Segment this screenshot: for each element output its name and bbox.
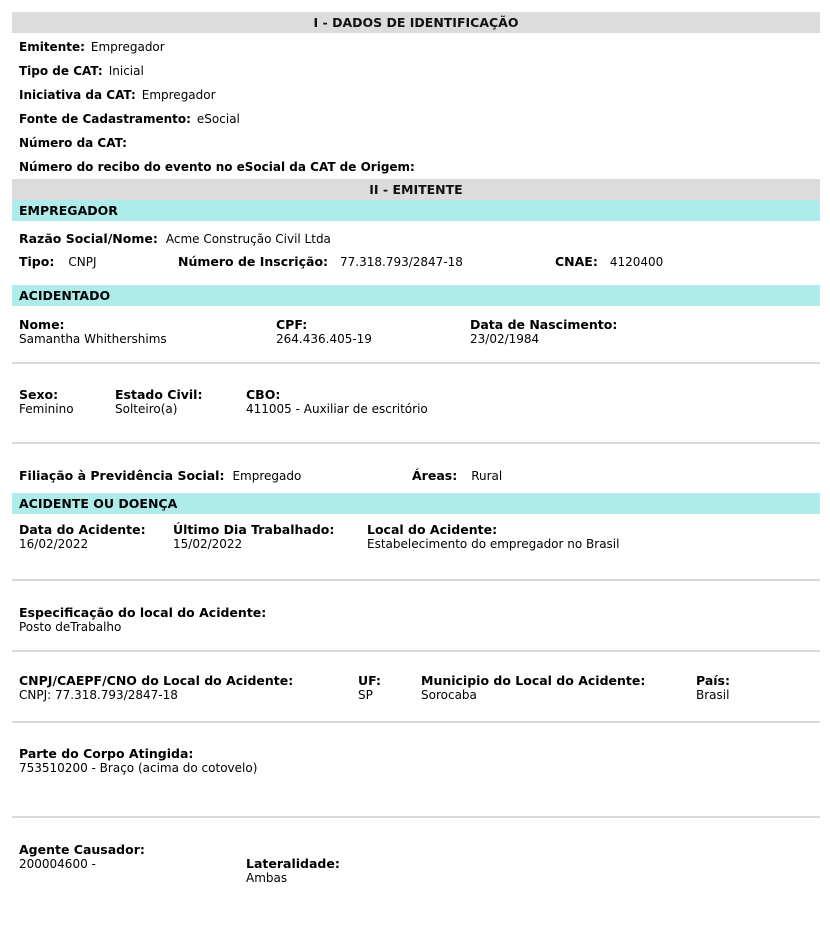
emitente-value: Empregador <box>90 40 165 54</box>
fonte-label: Fonte de Cadastramento: <box>19 112 191 126</box>
agente-field <box>19 843 145 871</box>
inscricao-value: 77.318.793/2847-18 <box>340 255 463 269</box>
sexo-value: Feminino <box>19 402 74 416</box>
razao-social-label: Razão Social/Nome: <box>19 231 158 246</box>
filiacao-label: Filiação à Previdência Social: <box>19 468 225 483</box>
especificacao-field <box>19 606 266 634</box>
empregador-block <box>12 221 820 277</box>
tipo-cat-row <box>12 59 820 83</box>
acidente-row2 <box>12 581 820 652</box>
uf-label: UF: <box>358 673 382 688</box>
lateralidade-field <box>246 857 340 885</box>
acidente-row1 <box>12 514 820 581</box>
tipo-value: CNPJ <box>68 255 97 269</box>
nome-field <box>19 318 167 346</box>
identificacao-block <box>12 33 820 179</box>
fonte-row <box>12 107 820 131</box>
empregador-header: EMPREGADOR <box>12 200 820 221</box>
acidentado-row1 <box>12 306 820 364</box>
acidentado-row2 <box>12 364 820 444</box>
local-acidente-field <box>367 523 619 551</box>
cnae-label: CNAE: <box>555 254 598 269</box>
areas-label: Áreas: <box>412 468 458 483</box>
pais-field <box>696 674 730 702</box>
ultimo-dia-field <box>173 523 334 551</box>
estado-civil-field <box>115 388 202 416</box>
data-acidente-label: Data do Acidente: <box>19 522 146 537</box>
section-emitente-header: II - EMITENTE <box>12 179 820 200</box>
local-acidente-value: Estabelecimento do empregador no Brasil <box>367 537 620 551</box>
tipo-label: Tipo: <box>19 254 55 269</box>
section-identificacao-header: I - DADOS DE IDENTIFICAÇÃO <box>12 12 820 33</box>
nascimento-value: 23/02/1984 <box>470 332 540 346</box>
cbo-value: 411005 - Auxiliar de escritório <box>246 402 428 416</box>
especificacao-label: Especificação do local do Acidente: <box>19 605 267 620</box>
tipo-cat-label: Tipo de CAT: <box>19 64 103 78</box>
cnae-field <box>555 254 663 269</box>
cbo-field <box>246 388 428 416</box>
cnpj-local-label: CNPJ/CAEPF/CNO do Local do Acidente: <box>19 673 294 688</box>
lateralidade-value: Ambas <box>246 871 288 885</box>
ultimo-dia-label: Último Dia Trabalhado: <box>173 522 335 537</box>
uf-value: SP <box>358 688 373 702</box>
municipio-field <box>421 674 645 702</box>
agente-label: Agente Causador: <box>19 842 145 857</box>
nascimento-field <box>470 318 617 346</box>
acidente-row3 <box>12 652 820 723</box>
municipio-value: Sorocaba <box>421 688 477 702</box>
sexo-label: Sexo: <box>19 387 59 402</box>
pais-value: Brasil <box>696 688 730 702</box>
recibo-label: Número do recibo do evento no eSocial da CAT de Origem: <box>19 160 415 174</box>
nome-label: Nome: <box>19 317 65 332</box>
ultimo-dia-value: 15/02/2022 <box>173 537 243 551</box>
especificacao-value: Posto deTrabalho <box>19 620 122 634</box>
numero-cat-label: Número da CAT: <box>19 136 127 150</box>
uf-field <box>358 674 381 702</box>
razao-social-value: Acme Construção Civil Ltda <box>165 232 331 246</box>
iniciativa-value: Empregador <box>141 88 216 102</box>
filiacao-field <box>19 468 301 483</box>
areas-field <box>412 468 502 483</box>
acidentado-header: ACIDENTADO <box>12 285 820 306</box>
municipio-label: Municipio do Local do Acidente: <box>421 673 646 688</box>
inscricao-field <box>178 254 463 269</box>
sexo-field <box>19 388 74 416</box>
data-acidente-field <box>19 523 146 551</box>
iniciativa-row <box>12 83 820 107</box>
tipo-field <box>19 254 97 269</box>
cnae-value: 4120400 <box>609 255 664 269</box>
agente-value: 200004600 - <box>19 857 96 871</box>
parte-corpo-label: Parte do Corpo Atingida: <box>19 746 194 761</box>
numero-cat-row <box>12 131 820 155</box>
cat-document <box>12 12 820 898</box>
iniciativa-label: Iniciativa da CAT: <box>19 88 136 102</box>
inscricao-label: Número de Inscrição: <box>178 254 329 269</box>
pais-label: País: <box>696 673 730 688</box>
cnpj-local-value: CNPJ: 77.318.793/2847-18 <box>19 688 178 702</box>
fonte-value: eSocial <box>196 112 240 126</box>
acidente-row4 <box>12 723 820 818</box>
parte-corpo-value: 753510200 - Braço (acima do cotovelo) <box>19 761 258 775</box>
recibo-row <box>12 155 820 179</box>
emitente-label: Emitente: <box>19 40 85 54</box>
parte-corpo-field <box>19 747 257 775</box>
nascimento-label: Data de Nascimento: <box>470 317 618 332</box>
cbo-label: CBO: <box>246 387 281 402</box>
estado-civil-label: Estado Civil: <box>115 387 203 402</box>
areas-value: Rural <box>471 469 503 483</box>
razao-social-field <box>19 231 331 246</box>
lateralidade-label: Lateralidade: <box>246 856 340 871</box>
cpf-value: 264.436.405-19 <box>276 332 372 346</box>
data-acidente-value: 16/02/2022 <box>19 537 89 551</box>
nome-value: Samantha Whithershims <box>19 332 167 346</box>
local-acidente-label: Local do Acidente: <box>367 522 498 537</box>
emitente-row <box>12 35 820 59</box>
cnpj-local-field <box>19 674 293 702</box>
tipo-cat-value: Inicial <box>108 64 144 78</box>
filiacao-value: Empregado <box>232 469 302 483</box>
cpf-field <box>276 318 372 346</box>
acidentado-row3 <box>12 444 820 493</box>
acidente-row5 <box>12 818 820 898</box>
cpf-label: CPF: <box>276 317 308 332</box>
estado-civil-value: Solteiro(a) <box>115 402 178 416</box>
acidente-header: ACIDENTE OU DOENÇA <box>12 493 820 514</box>
